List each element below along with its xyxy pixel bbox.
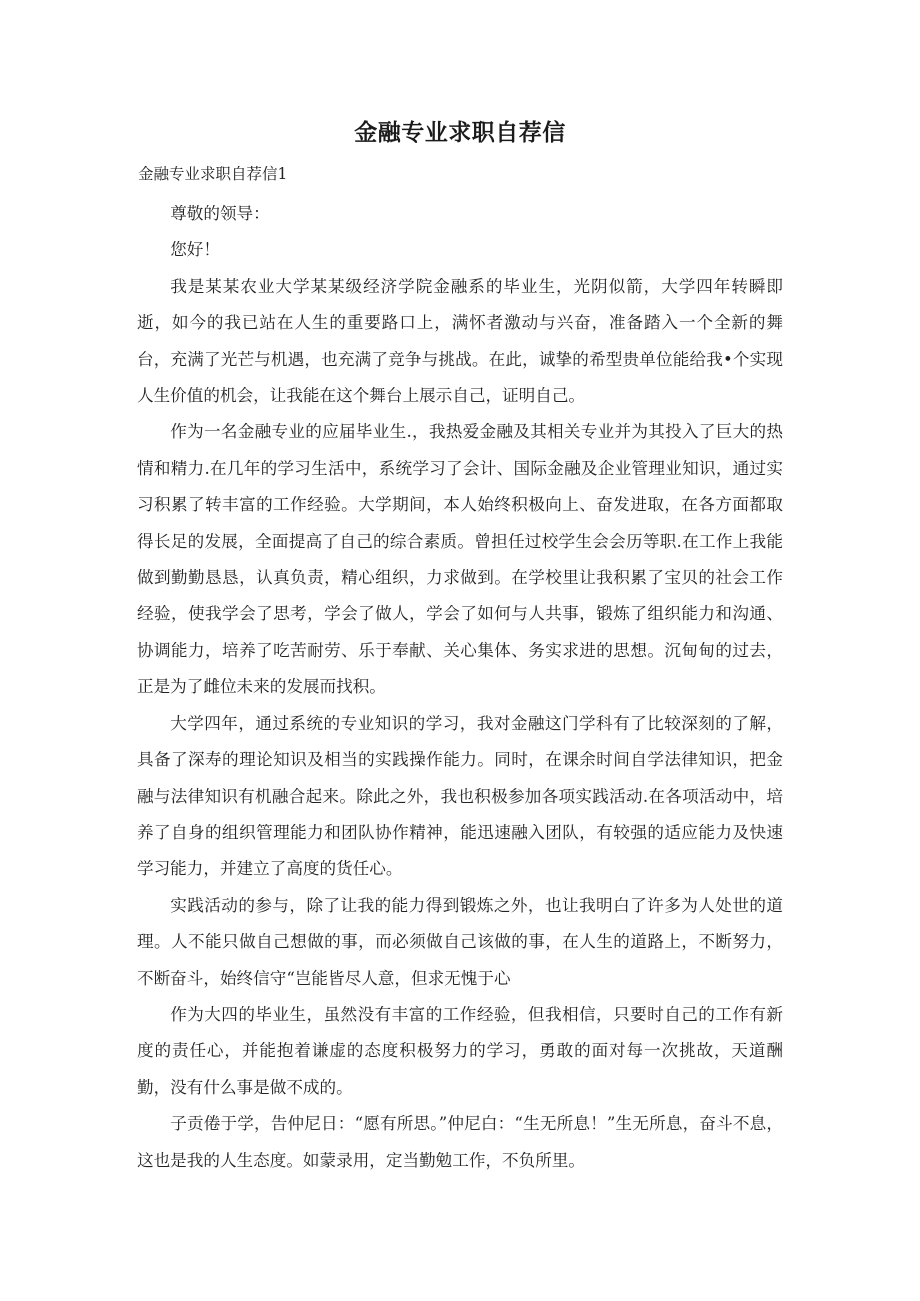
body-paragraph: 作为大四的毕业生，虽然没有丰富的工作经验，但我相信，只要时自己的工作有新度的责任心，并能抱着谦虚的态度积极努力的学习，勇敢的面对每一次挑故，天道酬勤，没有什么事是做不成的。 [137,1004,783,1097]
greeting: 您好！ [170,240,220,260]
page-title: 金融专业求职自荐信 [354,120,566,146]
closing-paragraph: 子贡倦于学，告仲尼日：“愿有所思。”仲尼白：“生无所息！”生无所息，奋斗不息，这也是我的人生态度。如蒙录用，定当勤勉工作，不负所里。 [137,1114,783,1170]
document-subtitle: 金融专业求职自荐信1 [138,165,288,183]
body-paragraph: 作为一名金融专业的应届毕业生.，我热爱金融及其相关专业并为其投入了巨大的热情和精力.在几年的学习生活中，系统学习了会计、国际金融及企业管理业知识，通过实习积累了转丰富的工作经验。大学期间，本人始终积极向上、奋发进取，在各方面都取得长足的发展，全面提高了自己的综合素质。曾担任过校学生会会历等职.在工作上我能做到勤勤恳恳，认真负责，精心组织，力求做到。在学校里让我积累了宝贝的社会工作经验，使我学会了思考，学会了做人，学会了如何与人共事，锻炼了组织能力和沟通、协调能力，培养了吃苦耐劳、乐于奉献、关心集体、务实求进的思想。沉甸甸的过去，正是为了雌位未来的发展而找积。 [137,422,783,697]
body-paragraph: 实践活动的参与，除了让我的能力得到锻炼之外，也让我明白了许多为人处世的道理。人不能只做自己想做的事，而必须做自己该做的事，在人生的道路上，不断努力，不断奋斗，始终信守“岂能皆尽人意，但求无愧于心 [137,895,783,988]
letter-body [137,196,783,1179]
body-paragraph: 大学四年，通过系统的专业知识的学习，我对金融这门学科有了比较深刻的了解，具备了深寿的理论知识及相当的实践操作能力。同时，在课余时间自学法律知识，把金融与法律知识有机融合起来。除此之外，我也积极参加各项实践活动.在各项活动中，培养了自身的组织管理能力和团队协作精神，能迅速融入团队，有较强的适应能力及快速学习能力，并建立了高度的货任心。 [137,713,783,879]
body-paragraph: 我是某某农业大学某某级经济学院金融系的毕业生，光阴似箭，大学四年转瞬即逝，如今的我已站在人生的重要路口上，满怀者激动与兴奋，准备踏入一个全新的舞台，充满了光芒与机遇，也充满了竞争与挑战。在此，诚挚的希型贵单位能给我•个实现人生价值的机会，让我能在这个舞台上展示自己，证明自己。 [137,276,783,406]
salutation: 尊敬的领导： [170,204,270,223]
